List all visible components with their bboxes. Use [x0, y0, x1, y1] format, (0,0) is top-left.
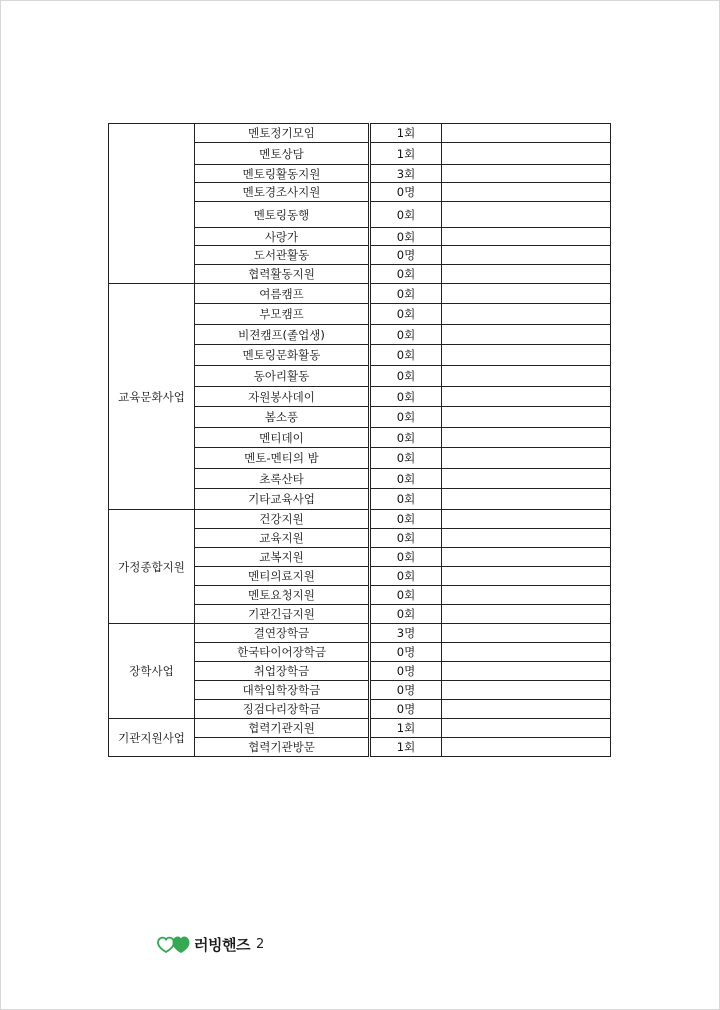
note-cell: [442, 510, 611, 529]
item-cell: 비젼캠프(졸업생): [195, 325, 370, 345]
note-cell: [442, 165, 611, 183]
item-cell: 멘토상담: [195, 143, 370, 165]
note-cell: [442, 624, 611, 643]
category-cell: 기관지원사업: [109, 719, 195, 757]
count-cell: 0회: [370, 510, 442, 529]
item-cell: 멘토링문화활동: [195, 345, 370, 366]
item-cell: 기관긴급지원: [195, 605, 370, 624]
note-cell: [442, 407, 611, 428]
count-cell: 1회: [370, 738, 442, 757]
table-row: [109, 624, 611, 643]
note-cell: [442, 681, 611, 700]
item-cell: 멘티의료지원: [195, 567, 370, 586]
item-cell: 도서관활동: [195, 246, 370, 265]
brand-name: 러빙핸즈: [194, 935, 250, 954]
note-cell: [442, 548, 611, 567]
table-row: [109, 719, 611, 738]
count-cell: 1회: [370, 124, 442, 143]
item-cell: 협력기관방문: [195, 738, 370, 757]
item-cell: 여름캠프: [195, 284, 370, 304]
count-cell: 3명: [370, 624, 442, 643]
count-cell: 0회: [370, 489, 442, 510]
count-cell: 0회: [370, 345, 442, 366]
count-cell: 0회: [370, 387, 442, 407]
heart-leaf-logo-icon: [157, 934, 191, 954]
category-cell: 교육문화사업: [109, 284, 195, 510]
item-cell: 동아리활동: [195, 366, 370, 387]
count-cell: 0명: [370, 700, 442, 719]
page-number: 2: [255, 936, 265, 952]
item-cell: 멘토정기모임: [195, 124, 370, 143]
item-cell: 협력기관지원: [195, 719, 370, 738]
item-cell: 취업장학금: [195, 662, 370, 681]
item-cell: 멘토링활동지원: [195, 165, 370, 183]
table-row: [109, 284, 611, 304]
count-cell: 0회: [370, 448, 442, 469]
note-cell: [442, 202, 611, 228]
note-cell: [442, 304, 611, 325]
count-cell: 0회: [370, 567, 442, 586]
count-cell: 0회: [370, 469, 442, 489]
item-cell: 대학입학장학금: [195, 681, 370, 700]
note-cell: [442, 124, 611, 143]
note-cell: [442, 605, 611, 624]
note-cell: [442, 529, 611, 548]
count-cell: 0회: [370, 202, 442, 228]
item-cell: 멘토요청지원: [195, 586, 370, 605]
page-footer: [157, 933, 264, 955]
category-cell: [109, 124, 195, 284]
count-cell: 0회: [370, 304, 442, 325]
count-cell: 0명: [370, 246, 442, 265]
item-cell: 한국타이어장학금: [195, 643, 370, 662]
program-activity-table: [108, 123, 611, 757]
note-cell: [442, 567, 611, 586]
table-body: [109, 124, 611, 757]
item-cell: 교복지원: [195, 548, 370, 567]
note-cell: [442, 469, 611, 489]
count-cell: 0명: [370, 643, 442, 662]
count-cell: 0명: [370, 662, 442, 681]
count-cell: 1회: [370, 143, 442, 165]
note-cell: [442, 428, 611, 448]
note-cell: [442, 662, 611, 681]
note-cell: [442, 700, 611, 719]
note-cell: [442, 325, 611, 345]
item-cell: 건강지원: [195, 510, 370, 529]
count-cell: 1회: [370, 719, 442, 738]
count-cell: 0회: [370, 407, 442, 428]
note-cell: [442, 366, 611, 387]
item-cell: 멘토-멘티의 밤: [195, 448, 370, 469]
note-cell: [442, 183, 611, 202]
count-cell: 0명: [370, 681, 442, 700]
note-cell: [442, 143, 611, 165]
count-cell: 0회: [370, 265, 442, 284]
category-cell: 가정종합지원: [109, 510, 195, 624]
item-cell: 징검다리장학금: [195, 700, 370, 719]
count-cell: 0회: [370, 228, 442, 246]
count-cell: 0회: [370, 284, 442, 304]
item-cell: 봄소풍: [195, 407, 370, 428]
item-cell: 기타교육사업: [195, 489, 370, 510]
note-cell: [442, 719, 611, 738]
table-row: [109, 124, 611, 143]
count-cell: 0회: [370, 529, 442, 548]
note-cell: [442, 265, 611, 284]
item-cell: 자원봉사데이: [195, 387, 370, 407]
item-cell: 부모캠프: [195, 304, 370, 325]
item-cell: 멘토링동행: [195, 202, 370, 228]
note-cell: [442, 345, 611, 366]
count-cell: 0회: [370, 605, 442, 624]
item-cell: 결연장학금: [195, 624, 370, 643]
item-cell: 멘토경조사지원: [195, 183, 370, 202]
note-cell: [442, 387, 611, 407]
note-cell: [442, 586, 611, 605]
item-cell: 멘티데이: [195, 428, 370, 448]
count-cell: 0회: [370, 586, 442, 605]
note-cell: [442, 643, 611, 662]
count-cell: 0회: [370, 428, 442, 448]
note-cell: [442, 489, 611, 510]
note-cell: [442, 246, 611, 265]
category-cell: 장학사업: [109, 624, 195, 719]
item-cell: 사랑가: [195, 228, 370, 246]
item-cell: 협력활동지원: [195, 265, 370, 284]
count-cell: 0회: [370, 325, 442, 345]
count-cell: 3회: [370, 165, 442, 183]
note-cell: [442, 738, 611, 757]
count-cell: 0회: [370, 366, 442, 387]
note-cell: [442, 228, 611, 246]
note-cell: [442, 284, 611, 304]
count-cell: 0명: [370, 183, 442, 202]
item-cell: 초록산타: [195, 469, 370, 489]
note-cell: [442, 448, 611, 469]
count-cell: 0회: [370, 548, 442, 567]
item-cell: 교육지원: [195, 529, 370, 548]
table-row: [109, 510, 611, 529]
